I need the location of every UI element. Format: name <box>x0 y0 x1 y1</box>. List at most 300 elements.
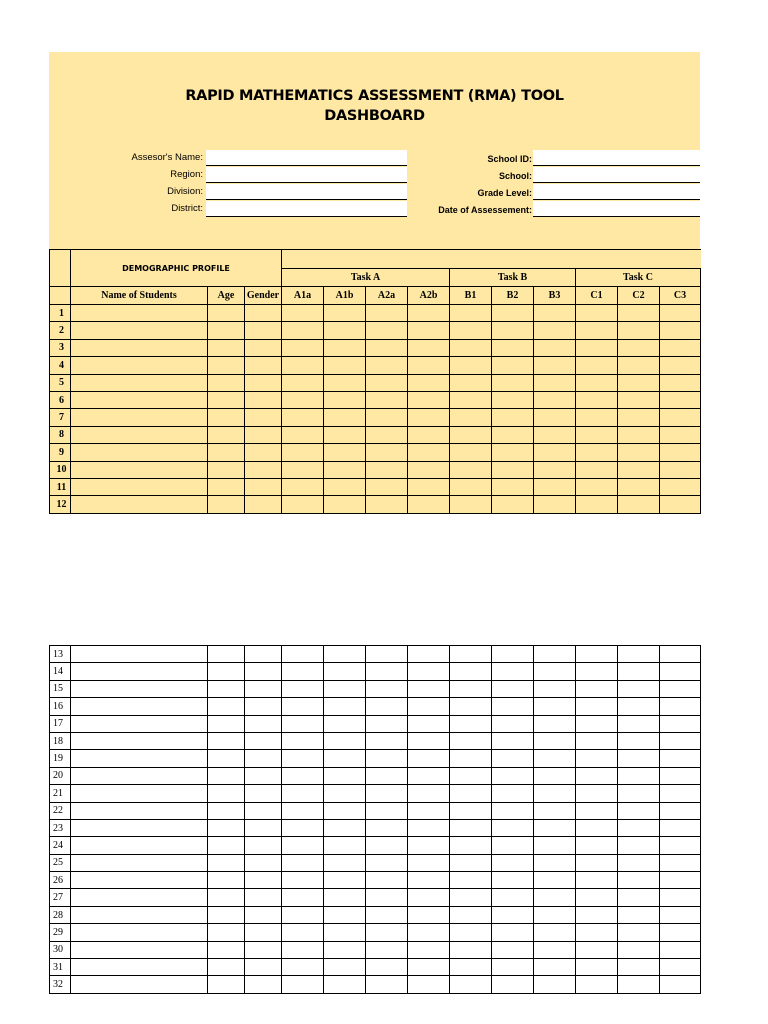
cell-gender[interactable] <box>245 715 282 732</box>
cell-c3[interactable] <box>660 715 701 732</box>
cell-a2a[interactable] <box>366 698 408 715</box>
cell-b3[interactable] <box>534 391 576 408</box>
cell-name-of-students[interactable] <box>71 461 208 478</box>
cell-b1[interactable] <box>450 391 492 408</box>
cell-c1[interactable] <box>576 663 618 680</box>
cell-name-of-students[interactable] <box>71 478 208 495</box>
cell-name-of-students[interactable] <box>71 732 208 749</box>
cell-a1b[interactable] <box>324 409 366 426</box>
cell-gender[interactable] <box>245 444 282 461</box>
grade-level-field[interactable] <box>533 184 700 200</box>
cell-c1[interactable] <box>576 924 618 941</box>
cell-a2a[interactable] <box>366 357 408 374</box>
cell-c1[interactable] <box>576 941 618 958</box>
cell-a1b[interactable] <box>324 461 366 478</box>
cell-c3[interactable] <box>660 767 701 784</box>
cell-c3[interactable] <box>660 305 701 322</box>
cell-name-of-students[interactable] <box>71 872 208 889</box>
cell-a2b[interactable] <box>408 305 450 322</box>
cell-age[interactable] <box>208 391 245 408</box>
cell-age[interactable] <box>208 750 245 767</box>
cell-b2[interactable] <box>492 802 534 819</box>
cell-a1a[interactable] <box>282 663 324 680</box>
cell-b2[interactable] <box>492 924 534 941</box>
cell-b2[interactable] <box>492 889 534 906</box>
cell-b1[interactable] <box>450 305 492 322</box>
cell-a1b[interactable] <box>324 889 366 906</box>
cell-b2[interactable] <box>492 698 534 715</box>
cell-age[interactable] <box>208 837 245 854</box>
cell-a2b[interactable] <box>408 663 450 680</box>
cell-a2b[interactable] <box>408 802 450 819</box>
cell-gender[interactable] <box>245 976 282 993</box>
cell-b2[interactable] <box>492 976 534 993</box>
cell-gender[interactable] <box>245 680 282 697</box>
cell-a2a[interactable] <box>366 305 408 322</box>
cell-c1[interactable] <box>576 357 618 374</box>
cell-c2[interactable] <box>618 391 660 408</box>
cell-c3[interactable] <box>660 976 701 993</box>
cell-gender[interactable] <box>245 357 282 374</box>
cell-a1b[interactable] <box>324 976 366 993</box>
cell-c2[interactable] <box>618 698 660 715</box>
cell-a1a[interactable] <box>282 715 324 732</box>
cell-b1[interactable] <box>450 819 492 836</box>
cell-a1b[interactable] <box>324 444 366 461</box>
cell-a1a[interactable] <box>282 767 324 784</box>
cell-name-of-students[interactable] <box>71 854 208 871</box>
cell-age[interactable] <box>208 854 245 871</box>
cell-a2a[interactable] <box>366 646 408 663</box>
cell-b1[interactable] <box>450 426 492 443</box>
cell-b3[interactable] <box>534 680 576 697</box>
cell-a1a[interactable] <box>282 872 324 889</box>
cell-b1[interactable] <box>450 889 492 906</box>
cell-age[interactable] <box>208 663 245 680</box>
cell-age[interactable] <box>208 409 245 426</box>
cell-a2a[interactable] <box>366 715 408 732</box>
cell-b1[interactable] <box>450 444 492 461</box>
cell-b1[interactable] <box>450 357 492 374</box>
cell-age[interactable] <box>208 646 245 663</box>
cell-a2a[interactable] <box>366 941 408 958</box>
cell-c2[interactable] <box>618 959 660 976</box>
cell-a1b[interactable] <box>324 305 366 322</box>
cell-a2a[interactable] <box>366 819 408 836</box>
cell-c2[interactable] <box>618 802 660 819</box>
cell-c3[interactable] <box>660 496 701 513</box>
cell-c1[interactable] <box>576 374 618 391</box>
cell-name-of-students[interactable] <box>71 374 208 391</box>
cell-b2[interactable] <box>492 732 534 749</box>
cell-a2b[interactable] <box>408 785 450 802</box>
district-field[interactable] <box>206 201 407 217</box>
cell-c3[interactable] <box>660 391 701 408</box>
cell-a1b[interactable] <box>324 715 366 732</box>
cell-name-of-students[interactable] <box>71 496 208 513</box>
cell-b3[interactable] <box>534 663 576 680</box>
cell-b1[interactable] <box>450 732 492 749</box>
cell-a1b[interactable] <box>324 663 366 680</box>
cell-b3[interactable] <box>534 496 576 513</box>
cell-a2b[interactable] <box>408 959 450 976</box>
cell-a2a[interactable] <box>366 837 408 854</box>
cell-gender[interactable] <box>245 374 282 391</box>
cell-name-of-students[interactable] <box>71 941 208 958</box>
cell-c3[interactable] <box>660 889 701 906</box>
cell-a2b[interactable] <box>408 906 450 923</box>
cell-a1a[interactable] <box>282 698 324 715</box>
cell-a2a[interactable] <box>366 409 408 426</box>
cell-c1[interactable] <box>576 391 618 408</box>
cell-a2a[interactable] <box>366 680 408 697</box>
cell-a2a[interactable] <box>366 478 408 495</box>
cell-a1a[interactable] <box>282 374 324 391</box>
cell-c3[interactable] <box>660 959 701 976</box>
cell-b1[interactable] <box>450 854 492 871</box>
cell-c2[interactable] <box>618 854 660 871</box>
cell-a2b[interactable] <box>408 941 450 958</box>
cell-gender[interactable] <box>245 305 282 322</box>
cell-b3[interactable] <box>534 374 576 391</box>
cell-a1a[interactable] <box>282 785 324 802</box>
cell-a2a[interactable] <box>366 663 408 680</box>
cell-name-of-students[interactable] <box>71 715 208 732</box>
cell-gender[interactable] <box>245 785 282 802</box>
cell-b1[interactable] <box>450 924 492 941</box>
cell-a2a[interactable] <box>366 767 408 784</box>
cell-a2b[interactable] <box>408 750 450 767</box>
cell-gender[interactable] <box>245 391 282 408</box>
cell-c3[interactable] <box>660 802 701 819</box>
cell-b3[interactable] <box>534 409 576 426</box>
cell-c1[interactable] <box>576 750 618 767</box>
cell-b2[interactable] <box>492 837 534 854</box>
cell-name-of-students[interactable] <box>71 339 208 356</box>
cell-c1[interactable] <box>576 889 618 906</box>
cell-a1a[interactable] <box>282 854 324 871</box>
cell-c2[interactable] <box>618 889 660 906</box>
school-id-field[interactable] <box>533 150 700 166</box>
cell-a2b[interactable] <box>408 339 450 356</box>
cell-a2b[interactable] <box>408 646 450 663</box>
cell-a1b[interactable] <box>324 646 366 663</box>
cell-a2b[interactable] <box>408 680 450 697</box>
cell-age[interactable] <box>208 732 245 749</box>
cell-name-of-students[interactable] <box>71 767 208 784</box>
cell-gender[interactable] <box>245 732 282 749</box>
cell-name-of-students[interactable] <box>71 357 208 374</box>
cell-a1b[interactable] <box>324 767 366 784</box>
cell-age[interactable] <box>208 802 245 819</box>
cell-b3[interactable] <box>534 785 576 802</box>
cell-c2[interactable] <box>618 461 660 478</box>
cell-gender[interactable] <box>245 924 282 941</box>
cell-gender[interactable] <box>245 461 282 478</box>
cell-b3[interactable] <box>534 698 576 715</box>
cell-a1b[interactable] <box>324 478 366 495</box>
cell-a2b[interactable] <box>408 837 450 854</box>
cell-a1b[interactable] <box>324 785 366 802</box>
cell-b2[interactable] <box>492 496 534 513</box>
assessor-name-field[interactable] <box>206 150 407 166</box>
cell-name-of-students[interactable] <box>71 924 208 941</box>
cell-gender[interactable] <box>245 906 282 923</box>
cell-a1a[interactable] <box>282 819 324 836</box>
cell-b3[interactable] <box>534 444 576 461</box>
cell-a2b[interactable] <box>408 819 450 836</box>
cell-b1[interactable] <box>450 374 492 391</box>
cell-age[interactable] <box>208 715 245 732</box>
cell-a2b[interactable] <box>408 976 450 993</box>
cell-b1[interactable] <box>450 478 492 495</box>
cell-a2a[interactable] <box>366 339 408 356</box>
cell-gender[interactable] <box>245 767 282 784</box>
cell-b2[interactable] <box>492 785 534 802</box>
cell-age[interactable] <box>208 819 245 836</box>
cell-b2[interactable] <box>492 339 534 356</box>
division-field[interactable] <box>206 184 407 200</box>
cell-b1[interactable] <box>450 698 492 715</box>
cell-age[interactable] <box>208 322 245 339</box>
cell-c1[interactable] <box>576 802 618 819</box>
cell-a1a[interactable] <box>282 478 324 495</box>
cell-c1[interactable] <box>576 496 618 513</box>
cell-c1[interactable] <box>576 767 618 784</box>
cell-b3[interactable] <box>534 906 576 923</box>
cell-a2b[interactable] <box>408 461 450 478</box>
cell-age[interactable] <box>208 461 245 478</box>
cell-name-of-students[interactable] <box>71 391 208 408</box>
cell-a2b[interactable] <box>408 889 450 906</box>
cell-b2[interactable] <box>492 715 534 732</box>
cell-b3[interactable] <box>534 322 576 339</box>
cell-a2a[interactable] <box>366 496 408 513</box>
cell-gender[interactable] <box>245 802 282 819</box>
cell-c3[interactable] <box>660 663 701 680</box>
cell-a1b[interactable] <box>324 732 366 749</box>
cell-a2a[interactable] <box>366 802 408 819</box>
cell-b3[interactable] <box>534 732 576 749</box>
cell-c1[interactable] <box>576 409 618 426</box>
cell-b2[interactable] <box>492 906 534 923</box>
cell-b3[interactable] <box>534 802 576 819</box>
school-field[interactable] <box>533 167 700 183</box>
cell-a2a[interactable] <box>366 906 408 923</box>
cell-a2a[interactable] <box>366 924 408 941</box>
cell-name-of-students[interactable] <box>71 409 208 426</box>
cell-a1a[interactable] <box>282 976 324 993</box>
cell-a1b[interactable] <box>324 339 366 356</box>
cell-a2b[interactable] <box>408 854 450 871</box>
cell-a1a[interactable] <box>282 680 324 697</box>
cell-a2a[interactable] <box>366 889 408 906</box>
cell-a1a[interactable] <box>282 391 324 408</box>
cell-a2b[interactable] <box>408 409 450 426</box>
cell-a1a[interactable] <box>282 941 324 958</box>
cell-c2[interactable] <box>618 496 660 513</box>
cell-age[interactable] <box>208 305 245 322</box>
cell-c2[interactable] <box>618 426 660 443</box>
cell-name-of-students[interactable] <box>71 785 208 802</box>
cell-name-of-students[interactable] <box>71 906 208 923</box>
cell-b3[interactable] <box>534 305 576 322</box>
cell-b3[interactable] <box>534 976 576 993</box>
cell-c2[interactable] <box>618 322 660 339</box>
cell-a1a[interactable] <box>282 496 324 513</box>
cell-b3[interactable] <box>534 959 576 976</box>
cell-a2b[interactable] <box>408 496 450 513</box>
cell-b2[interactable] <box>492 680 534 697</box>
cell-name-of-students[interactable] <box>71 663 208 680</box>
cell-name-of-students[interactable] <box>71 444 208 461</box>
cell-c2[interactable] <box>618 339 660 356</box>
cell-a1b[interactable] <box>324 391 366 408</box>
cell-a1a[interactable] <box>282 357 324 374</box>
cell-c3[interactable] <box>660 906 701 923</box>
cell-name-of-students[interactable] <box>71 646 208 663</box>
cell-a2b[interactable] <box>408 357 450 374</box>
cell-c3[interactable] <box>660 732 701 749</box>
cell-c1[interactable] <box>576 732 618 749</box>
cell-c1[interactable] <box>576 680 618 697</box>
cell-c1[interactable] <box>576 785 618 802</box>
cell-c3[interactable] <box>660 698 701 715</box>
cell-b1[interactable] <box>450 663 492 680</box>
cell-b2[interactable] <box>492 767 534 784</box>
cell-a1b[interactable] <box>324 750 366 767</box>
cell-c2[interactable] <box>618 663 660 680</box>
cell-c2[interactable] <box>618 906 660 923</box>
cell-a2a[interactable] <box>366 391 408 408</box>
cell-c2[interactable] <box>618 785 660 802</box>
cell-a1a[interactable] <box>282 889 324 906</box>
cell-a2b[interactable] <box>408 698 450 715</box>
cell-a2a[interactable] <box>366 750 408 767</box>
cell-b3[interactable] <box>534 426 576 443</box>
cell-age[interactable] <box>208 976 245 993</box>
cell-age[interactable] <box>208 374 245 391</box>
cell-a1b[interactable] <box>324 819 366 836</box>
cell-age[interactable] <box>208 698 245 715</box>
cell-a2a[interactable] <box>366 374 408 391</box>
cell-a1a[interactable] <box>282 339 324 356</box>
cell-age[interactable] <box>208 680 245 697</box>
cell-c1[interactable] <box>576 854 618 871</box>
cell-a1a[interactable] <box>282 906 324 923</box>
cell-age[interactable] <box>208 767 245 784</box>
cell-b2[interactable] <box>492 444 534 461</box>
cell-a2a[interactable] <box>366 872 408 889</box>
cell-b2[interactable] <box>492 357 534 374</box>
cell-c2[interactable] <box>618 941 660 958</box>
cell-b1[interactable] <box>450 802 492 819</box>
cell-c3[interactable] <box>660 680 701 697</box>
cell-b3[interactable] <box>534 872 576 889</box>
cell-c2[interactable] <box>618 305 660 322</box>
cell-gender[interactable] <box>245 959 282 976</box>
cell-a1b[interactable] <box>324 924 366 941</box>
cell-c2[interactable] <box>618 715 660 732</box>
cell-name-of-students[interactable] <box>71 750 208 767</box>
cell-age[interactable] <box>208 941 245 958</box>
cell-a1a[interactable] <box>282 461 324 478</box>
cell-a2a[interactable] <box>366 461 408 478</box>
cell-b2[interactable] <box>492 305 534 322</box>
cell-b1[interactable] <box>450 785 492 802</box>
cell-b2[interactable] <box>492 959 534 976</box>
cell-b1[interactable] <box>450 959 492 976</box>
cell-gender[interactable] <box>245 322 282 339</box>
cell-a2b[interactable] <box>408 715 450 732</box>
cell-c3[interactable] <box>660 426 701 443</box>
cell-c1[interactable] <box>576 646 618 663</box>
cell-c3[interactable] <box>660 750 701 767</box>
cell-a1b[interactable] <box>324 374 366 391</box>
cell-b3[interactable] <box>534 461 576 478</box>
cell-age[interactable] <box>208 924 245 941</box>
cell-a2a[interactable] <box>366 976 408 993</box>
cell-a1b[interactable] <box>324 941 366 958</box>
cell-b1[interactable] <box>450 646 492 663</box>
cell-name-of-students[interactable] <box>71 959 208 976</box>
cell-c3[interactable] <box>660 941 701 958</box>
cell-a1b[interactable] <box>324 698 366 715</box>
cell-a2b[interactable] <box>408 426 450 443</box>
cell-a1b[interactable] <box>324 496 366 513</box>
cell-a2b[interactable] <box>408 924 450 941</box>
cell-name-of-students[interactable] <box>71 426 208 443</box>
cell-a1a[interactable] <box>282 959 324 976</box>
cell-a1a[interactable] <box>282 444 324 461</box>
cell-name-of-students[interactable] <box>71 305 208 322</box>
cell-age[interactable] <box>208 339 245 356</box>
cell-b1[interactable] <box>450 339 492 356</box>
cell-b1[interactable] <box>450 906 492 923</box>
cell-a2a[interactable] <box>366 959 408 976</box>
cell-b1[interactable] <box>450 976 492 993</box>
cell-b3[interactable] <box>534 767 576 784</box>
cell-a2a[interactable] <box>366 732 408 749</box>
cell-c3[interactable] <box>660 478 701 495</box>
cell-a2b[interactable] <box>408 374 450 391</box>
cell-c2[interactable] <box>618 837 660 854</box>
cell-a2b[interactable] <box>408 444 450 461</box>
cell-c2[interactable] <box>618 409 660 426</box>
cell-b3[interactable] <box>534 889 576 906</box>
cell-a1a[interactable] <box>282 305 324 322</box>
cell-b3[interactable] <box>534 646 576 663</box>
cell-b3[interactable] <box>534 941 576 958</box>
cell-a2a[interactable] <box>366 785 408 802</box>
cell-c1[interactable] <box>576 305 618 322</box>
cell-a1b[interactable] <box>324 837 366 854</box>
cell-c3[interactable] <box>660 357 701 374</box>
cell-a2a[interactable] <box>366 426 408 443</box>
cell-c1[interactable] <box>576 906 618 923</box>
cell-a2a[interactable] <box>366 854 408 871</box>
cell-c1[interactable] <box>576 715 618 732</box>
cell-b2[interactable] <box>492 663 534 680</box>
cell-age[interactable] <box>208 906 245 923</box>
cell-gender[interactable] <box>245 819 282 836</box>
cell-gender[interactable] <box>245 854 282 871</box>
date-of-assessment-field[interactable] <box>533 201 700 217</box>
cell-name-of-students[interactable] <box>71 322 208 339</box>
cell-c2[interactable] <box>618 819 660 836</box>
cell-b1[interactable] <box>450 872 492 889</box>
cell-c2[interactable] <box>618 872 660 889</box>
